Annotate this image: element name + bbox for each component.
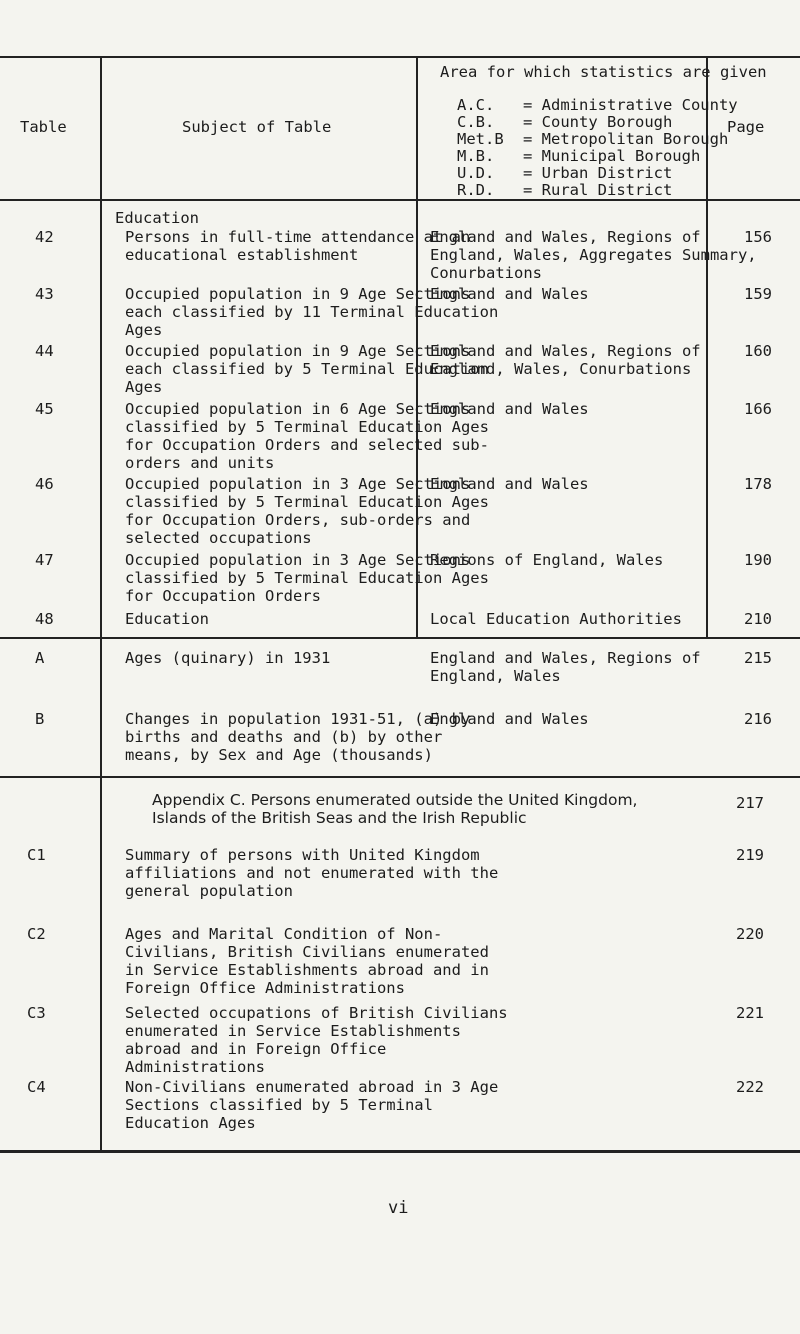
row-area: England and Wales	[430, 285, 589, 303]
row-number: 45	[35, 400, 54, 418]
row-area: England and Wales, Regions of England, Wales, Aggregates Summary, Conurbations	[430, 228, 757, 282]
section-rule	[0, 637, 800, 639]
appendix-rule	[0, 776, 800, 778]
row-subject: Ages and Marital Condition of Non- Civilians, British Civilians enumerated in Service Establishments abroad and in Foreign Office Administrations	[125, 925, 489, 997]
row-page: 222	[736, 1078, 764, 1096]
row-number: 42	[35, 228, 54, 246]
row-number: C1	[27, 846, 46, 864]
row-page: 210	[744, 610, 772, 628]
top-rule	[0, 56, 800, 58]
abbr-code: A.C.	[457, 96, 495, 114]
row-page: 166	[744, 400, 772, 418]
row-area: England and Wales	[430, 475, 589, 493]
bottom-rule	[0, 1150, 800, 1153]
row-page: 219	[736, 846, 764, 864]
abbr-meaning: = Rural District	[523, 181, 673, 199]
table-column-header: Table	[20, 118, 67, 136]
row-area: England and Wales, Regions of England, Wales, Conurbations	[430, 342, 701, 378]
abbr-meaning: = Urban District	[523, 164, 673, 182]
abbr-code: C.B.	[457, 113, 495, 131]
row-page: 159	[744, 285, 772, 303]
abbr-meaning: = Metropolitan Borough	[523, 130, 729, 148]
row-subject: Ages (quinary) in 1931	[125, 649, 331, 667]
area-column-header: Area for which statistics are given	[440, 63, 767, 81]
row-page: 160	[744, 342, 772, 360]
row-area: England and Wales, Regions of England, Wales	[430, 649, 701, 685]
row-page: 178	[744, 475, 772, 493]
row-number: 47	[35, 551, 54, 569]
row-subject: Non-Civilians enumerated abroad in 3 Age Sections classified by 5 Terminal Education Ages	[125, 1078, 499, 1132]
row-subject: Summary of persons with United Kingdom affiliations and not enumerated with the general population	[125, 846, 499, 900]
row-page: 156	[744, 228, 772, 246]
row-number: A	[35, 649, 45, 667]
section-heading: Education	[115, 209, 199, 227]
row-area: Local Education Authorities	[430, 610, 682, 628]
row-number: 44	[35, 342, 54, 360]
row-subject: Persons in full-time attendance at an educational establishment	[125, 228, 471, 264]
header-rule	[0, 199, 800, 201]
row-subject: Occupied population in 3 Age Sections classified by 5 Terminal Education Ages for Occupation Orders	[125, 551, 489, 605]
abbr-code: Met.B	[457, 130, 504, 148]
subject-column-header: Subject of Table	[182, 118, 332, 136]
row-number: 43	[35, 285, 54, 303]
abbr-code: U.D.	[457, 164, 495, 182]
row-page: 220	[736, 925, 764, 943]
row-number: C3	[27, 1004, 46, 1022]
row-subject: Occupied population in 9 Age Sections each classified by 5 Terminal Education Ages	[125, 342, 489, 396]
abbr-meaning: = Municipal Borough	[523, 147, 701, 165]
row-number: C4	[27, 1078, 46, 1096]
row-area: England and Wales	[430, 710, 589, 728]
abbr-code: M.B.	[457, 147, 495, 165]
abbr-meaning: = County Borough	[523, 113, 673, 131]
row-page: 216	[744, 710, 772, 728]
row-page: 215	[744, 649, 772, 667]
row-area: Regions of England, Wales	[430, 551, 664, 569]
row-subject: Changes in population 1931-51, (a) by births and deaths and (b) by other means, by Sex and Age (thousands)	[125, 710, 471, 764]
page-folio: vi	[388, 1198, 409, 1218]
row-subject: Selected occupations of British Civilians enumerated in Service Establishments abroad and in Foreign Office Administrations	[125, 1004, 508, 1076]
row-number: 48	[35, 610, 54, 628]
appendix-title: Appendix C. Persons enumerated outside the United Kingdom, Islands of the British Seas and the Irish Republic	[152, 791, 638, 827]
column-rule-1	[100, 56, 102, 1152]
page-column-header: Page	[727, 118, 765, 136]
appendix-page: 217	[736, 794, 764, 812]
abbr-code: R.D.	[457, 181, 495, 199]
row-subject: Occupied population in 6 Age Sections classified by 5 Terminal Education Ages for Occupation Orders and selected sub- orders and units	[125, 400, 489, 472]
row-subject: Occupied population in 9 Age Sections each classified by 11 Terminal Education Ages	[125, 285, 499, 339]
row-subject: Occupied population in 3 Age Sections classified by 5 Terminal Education Ages for Occupation Orders, sub-orders and selected occupations	[125, 475, 489, 547]
row-area: England and Wales	[430, 400, 589, 418]
row-page: 190	[744, 551, 772, 569]
abbr-meaning: = Administrative County	[523, 96, 738, 114]
row-number: 46	[35, 475, 54, 493]
row-number: C2	[27, 925, 46, 943]
row-page: 221	[736, 1004, 764, 1022]
row-subject: Education	[125, 610, 209, 628]
row-number: B	[35, 710, 45, 728]
